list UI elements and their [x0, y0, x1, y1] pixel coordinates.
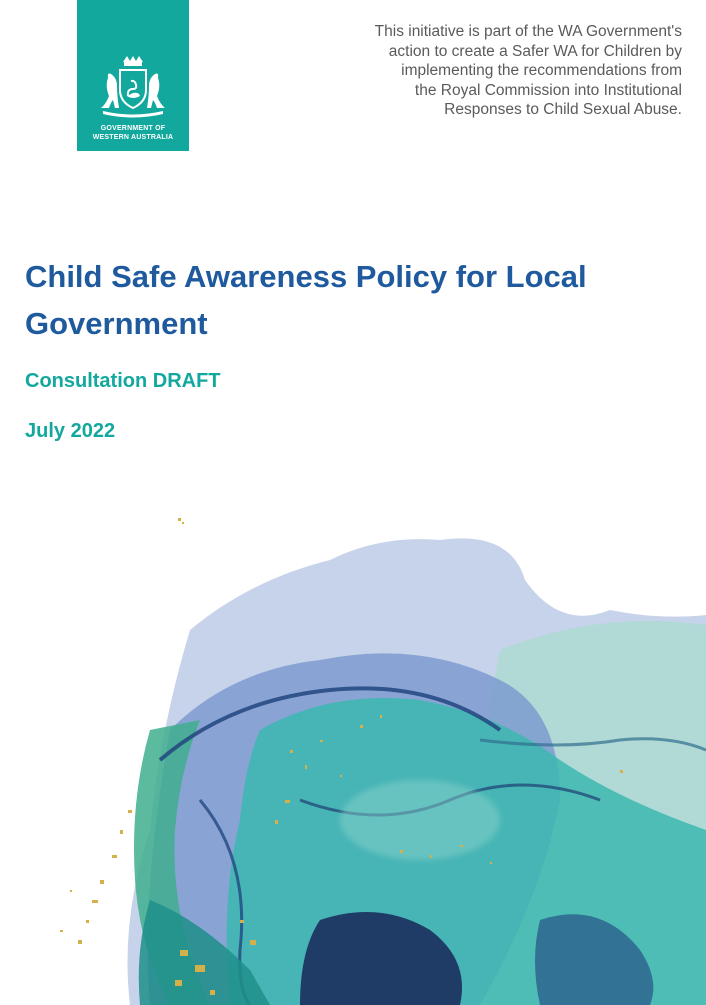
logo-text-line2: WESTERN AUSTRALIA [92, 134, 174, 141]
document-date: July 2022 [25, 420, 116, 442]
watercolour-artwork [0, 500, 706, 1005]
document-subtitle: Consultation DRAFT [25, 370, 221, 392]
logo-text-line1: GOVERNMENT OF [100, 125, 166, 132]
initiative-line: implementing the recommendations from [401, 62, 682, 79]
document-title [25, 253, 685, 347]
initiative-statement [342, 22, 682, 120]
document-title-line2: Government [25, 306, 208, 341]
initiative-line: This initiative is part of the WA Government's [374, 23, 682, 40]
coat-of-arms-icon [97, 56, 169, 120]
initiative-line: Responses to Child Sexual Abuse. [444, 101, 682, 118]
initiative-line: action to create a Safer WA for Children by [388, 42, 682, 60]
initiative-line: the Royal Commission into Institutional [414, 81, 682, 99]
government-logo [77, 0, 189, 151]
document-title-line1: Child Safe Awareness Policy for Local [25, 259, 587, 294]
